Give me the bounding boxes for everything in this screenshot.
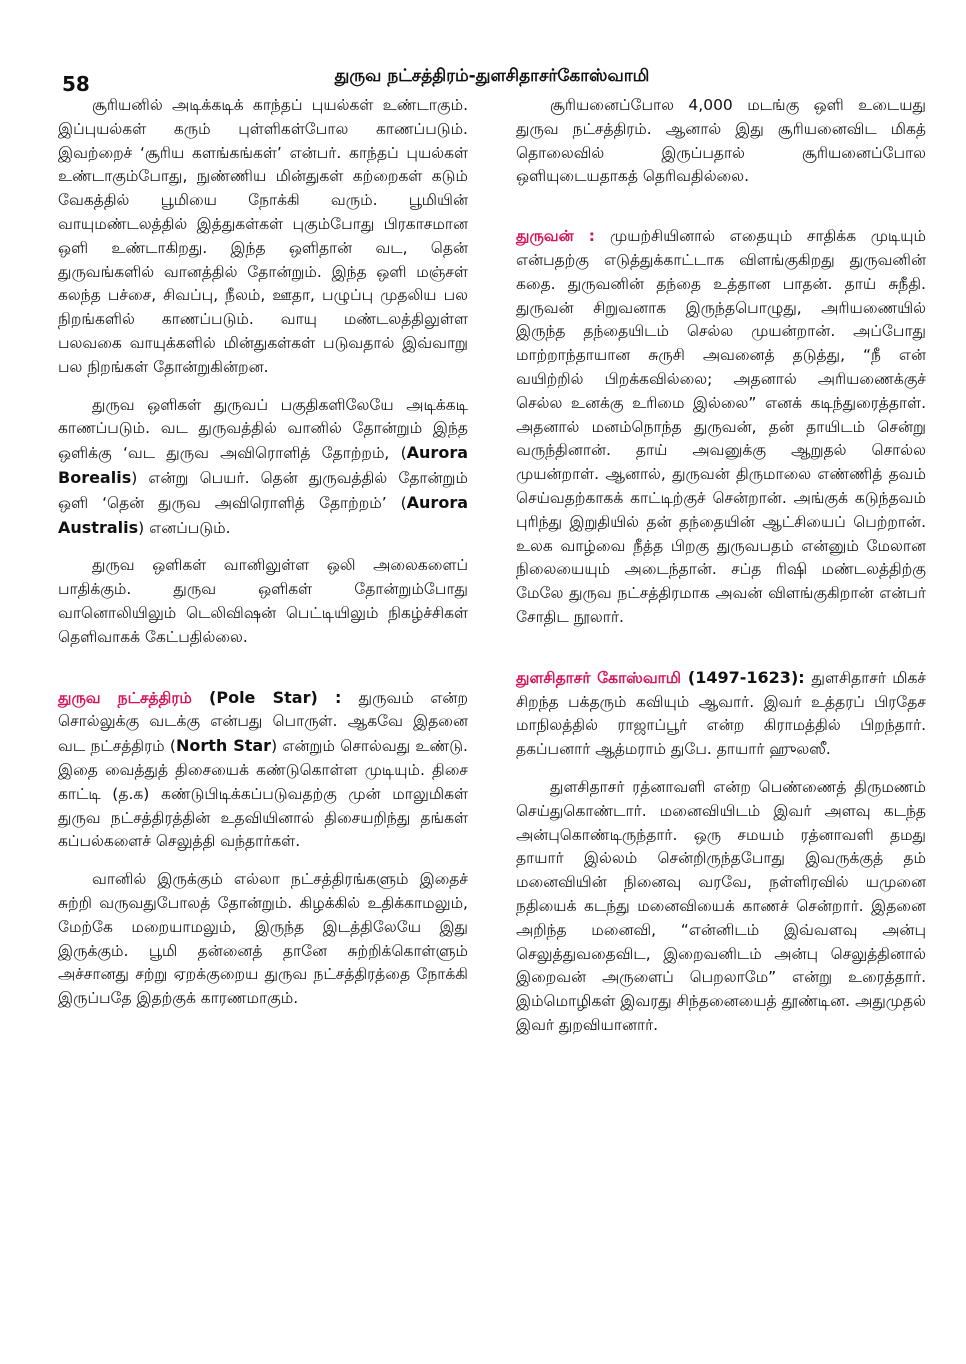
tulsidas-text: துளசிதாசர் மிகச் சிறந்த பக்தரும் கவியும் ஆவார். இவர் உத்தரப் பிரதேச மாநிலத்தில் ராஜாப்பூர் என்ற கிராமத்தில் பிறந்தார். தகப்பனார் ஆத்மராம் துபே. தாயார் ஹுலஸீ. (516, 668, 926, 759)
aurora-text-b: ) என்று பெயர். தென் துருவத்தில் தோன்றும் ஒளி ‘தென் துருவ அவிரொளித் தோற்றம்’ ( (58, 468, 468, 512)
right-column (516, 94, 926, 1052)
paragraph-tulsidas (516, 666, 926, 762)
paragraph-radio-effects: துருவ ஒளிகள் வானிலுள்ள ஒலி அலைகளைப் பாதிக்கும். துருவ ஒளிகள் தோன்றும்போது வானொலியிலும் டெலிவிஷன் பெட்டியிலும் நிகழ்ச்சிகள் தெளிவாகக் கேட்பதில்லை. (58, 556, 468, 646)
pole-star-text-a: துருவம் என்ற சொல்லுக்கு வடக்கு என்பது பொருள். ஆகவே இதனை வட நட்சத்திரம் ( (58, 688, 469, 756)
aurora-australis-term: Aurora Australis (58, 492, 468, 537)
heading-tulsidas: துளசிதாசர் கோஸ்வாமி (516, 668, 682, 687)
aurora-borealis-term: Aurora Borealis (58, 443, 468, 487)
paragraph-star-rotation: வானில் இருக்கும் எல்லா நட்சத்திரங்களும் இதைச் சுற்றி வருவதுபோலத் தோன்றும். கிழக்கில் உதிக்காமலும், மேற்கே மறையாமலும், இருந்த இடத்திலேயே இது இருக்கும். பூமி தன்னைத் தானே சுற்றிக்கொள்ளும் அச்சானது சற்று ஏறக்குறைய துருவ நட்சத்திரத்தை நோக்கி இருப்பதே இதற்குக் காரணமாகும். (58, 870, 468, 1008)
paragraph-pole-star (58, 686, 468, 855)
running-title: துருவ நட்சத்திரம்-துளசிதாசர்கோஸ்வாமி (334, 66, 650, 86)
text-columns (58, 94, 926, 1052)
left-column (58, 94, 468, 1052)
heading-dhruvan: துருவன் : (516, 227, 610, 246)
pole-star-term: (Pole Star) : (191, 687, 359, 707)
dhruvan-text: முயற்சியினால் எதையும் சாதிக்க முடியும் என்பதற்கு எடுத்துக்காட்டாக விளங்குகிறது துருவனின் கதை. துருவனின் தந்தை உத்தான பாதன். தாய் சுநீதி. துருவன் சிறுவனாக இருந்தபொழுது, அரியணையில் இருந்த தந்தையிடம் செல்ல முயன்றான். அப்போது மாற்றாந்தாயான சுருசி அவனைத் தடுத்து, “நீ என் வயிற்றில் பிறக்கவில்லை; அதனால் அரியணைக்குச் செல்ல உனக்கு உரிமை இல்லை” எனக் கடிந்துரைத்தாள். அதனால் மனம்நொந்த துருவன், தன் தாயிடம் சென்று வருந்தினான். தாய் அவனுக்கு ஆறுதல் சொல்ல முயன்றாள். ஆனால், துருவன் திருமாலை எண்ணித் தவம் செய்வதற்காகக் காட்டிற்குச் சென்றான். அங்குக் கடுந்தவம் புரிந்து இறுதியில் தன் தந்தையின் ஆட்சியைப் பெற்றான். உலக வாழ்வை நீத்த பிறகு துருவபதம் என்னும் மேலான நிலையையும் அடைந்தான். சப்த ரிஷி மண்டலத்திற்கு மேலே துருவ நட்சத்திரமாக அவன் விளங்குகிறான் என்பர் சோதிட நூலார். (516, 227, 927, 626)
tulsidas-years: (1497-1623): (681, 667, 812, 687)
paragraph-aurora (58, 394, 468, 541)
page-number: 58 (62, 72, 90, 96)
north-star-term: North Star (175, 736, 272, 756)
aurora-text-c: ) எனப்படும். (138, 518, 231, 537)
paragraph-dhruvan (516, 225, 926, 630)
paragraph-ratnavali: துளசிதாசர் ரத்னாவளி என்ற பெண்ணைத் திருமணம் செய்துகொண்டார். மனைவியிடம் இவர் அளவு கடந்த அன்புகொண்டிருந்தார். ஒரு சமயம் ரத்னாவளி தமது தாயார் இல்லம் சென்றிருந்தபோது இவருக்குத் தம் மனைவியின் நினைவு வரவே, நள்ளிரவில் யமுனை நதியைக் கடந்து மனைவியைக் காணச் சென்றார். இதனை அறிந்த மனைவி, “என்னிடம் இவ்வளவு அன்பு செலுத்துவதைவிட, இறைவனிடம் அன்பு செலுத்தினால் இறைவன் அருளைப் பெறலாமே” என்று உரைத்தார். இம்மொழிகள் இவரது சிந்தனையைத் தூண்டின. அதுமுதல் இவர் துறவியானார். (516, 777, 926, 1034)
paragraph-solar-storms: சூரியனில் அடிக்கடிக் காந்தப் புயல்கள் உண்டாகும். இப்புயல்கள் கரும் புள்ளிகள்போல காணப்படும். இவற்றைச் ‘சூரிய களங்கங்கள்’ என்பர். காந்தப் புயல்கள் உண்டாகும்போது, நுண்ணிய மின்துகள் கற்றைகள் கடும் வேகத்தில் பூமியை நோக்கி வரும். பூமியின் வாயுமண்டலத்தில் இத்துகள்கள் புகும்போது பிரகாசமான ஒளி உண்டாகிறது. இந்த ஒளிதான் வட, தென் துருவங்களில் வானத்தில் தோன்றும். இந்த ஒளி மஞ்சள் கலந்த பச்சை, சிவப்பு, நீலம், ஊதா, பழுப்பு முதலிய பல நிறங்களில் காணப்படும். வாயு மண்டலத்திலுள்ள பலவகை வாயுக்களில் மின்துகள்கள் படுவதால் இவ்வாறு பல நிறங்கள் தோன்றுகின்றன. (58, 96, 468, 376)
aurora-text-a: துருவ ஒளிகள் துருவப் பகுதிகளிலேயே அடிக்கடி காணப்படும். வட துருவத்தில் வானில் தோன்றும் இந்த ஒளிக்கு ‘வட துருவ அவிரொளித் தோற்றம், ( (58, 395, 468, 463)
heading-pole-star: துருவ நட்சத்திரம் (58, 688, 192, 707)
paragraph-pole-star-brightness: சூரியனைப்போல 4,000 மடங்கு ஒளி உடையது துருவ நட்சத்திரம். ஆனால் இது சூரியனைவிட மிகத் தொலைவில் இருப்பதால் சூரியனைப்போல ஒளியுடையதாகத் தெரிவதில்லை. (516, 96, 926, 186)
pole-star-text-b: ) என்றும் சொல்வது உண்டு. இதை வைத்துத் திசையைக் கண்டுகொள்ள முடியும். திசை காட்டி (த.க) கண்டுபிடிக்கப்படுவதற்கு முன் மாலுமிகள் துருவ நட்சத்திரத்தின் உதவியினால் திசையறிந்து தங்கள் கப்பல்களைச் செலுத்தி வந்தார்கள். (58, 737, 468, 851)
